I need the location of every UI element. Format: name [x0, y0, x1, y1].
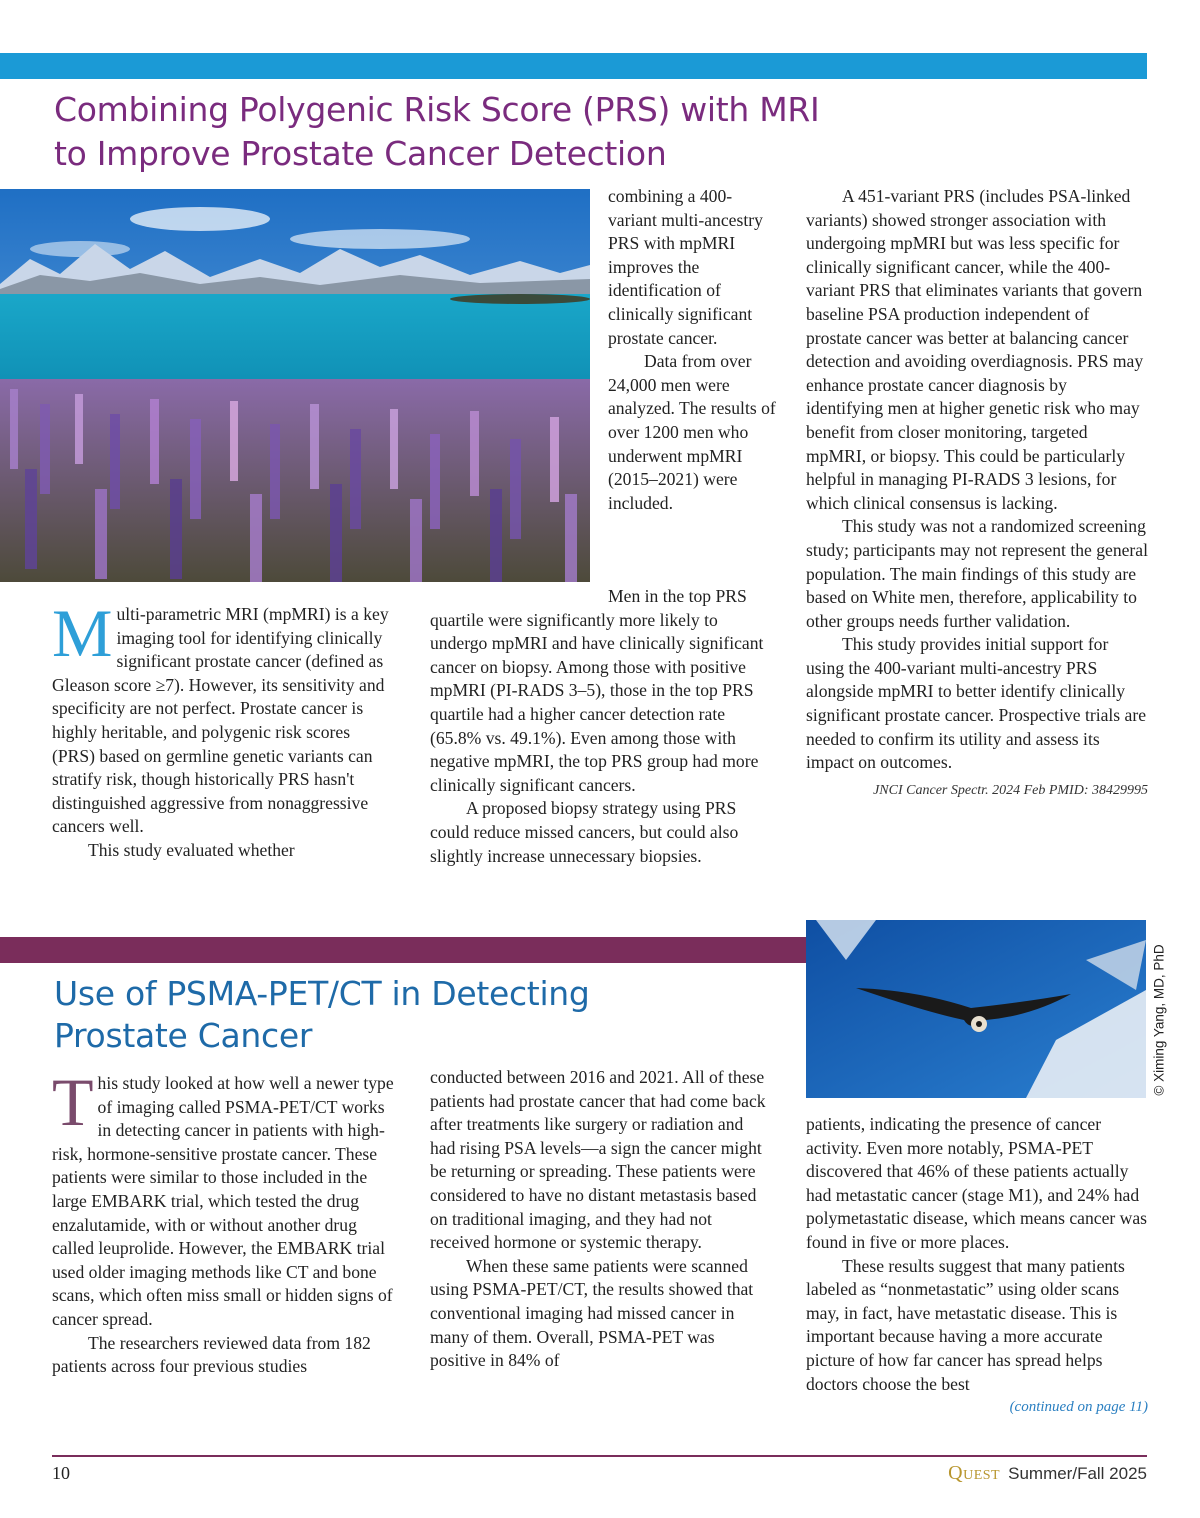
article1-citation: JNCI Cancer Spectr. 2024 Feb PMID: 38429995: [873, 782, 1148, 798]
condor-photo: [806, 920, 1146, 1098]
article2-col2-paragraph2: When these same patients were scanned using PSMA-PET/CT, the results showed that conventional imaging had missed cancer in many of them. Overall, PSMA-PET was positive in 84% of: [430, 1255, 754, 1371]
article1-col2-paragraph2: Data from over 24,000 men were analyzed. The results of over 1200 men who underwent mpMRI (2015–2021) were included.: [608, 351, 776, 513]
article1-intro-paragraph: [52, 595, 397, 839]
article1-col2-paragraph3: Men in the top PRS quartile were significantly more likely to undergo mpMRI and have clinically significant cancer on biopsy. Among those with positive mpMRI (PI-RADS 3–5), those in the top PRS quartile had a higher cancer detection rate (65.8% vs. 49.1%). Even among those with negative mpMRI, the top PRS group had more clinically significant cancers.: [430, 586, 764, 795]
article1-column2-top: [608, 185, 776, 515]
article2-column2: [430, 1066, 772, 1373]
photo-credit: [1148, 940, 1170, 1100]
article2-column3: [806, 1113, 1148, 1420]
article1-title: [54, 88, 834, 176]
article2-intro-paragraph: [52, 1064, 397, 1332]
article2-col2-paragraph1: conducted between 2016 and 2021. All of these patients had prostate cancer that had come back after treatments like surgery or radiation and had rising PSA levels—a sign the cancer might be returning or spreading. These patients were considered to have no distant metastasis based on traditional imaging, and they had not received hormone or systemic therapy.: [430, 1067, 766, 1253]
article2-title-line1: Use of PSMA-PET/CT in Detecting: [54, 974, 590, 1013]
photo-credit-text: © Ximing Yang, MD, PhD: [1151, 944, 1167, 1096]
magazine-name: Quest: [948, 1462, 1001, 1484]
article1-col3-paragraph1: A 451-variant PRS (includes PSA-linked variants) showed stronger association with undergoing mpMRI but was less specific for clinically significant cancer, while the 400-variant PRS that eliminates variants that govern baseline PSA production independent of prostate cancer was better at balancing cancer detection and avoiding overdiagnosis. PRS may enhance prostate cancer diagnosis by identifying men at higher genetic risk who may benefit from closer monitoring, targeted mpMRI, or biopsy. This could be particularly helpful in managing PI-RADS 3 lesions, for which clinical consensus is lacking.: [806, 186, 1144, 513]
article1-title-line1: Combining Polygenic Risk Score (PRS) with MRI: [54, 90, 820, 129]
article1-column1: [52, 595, 397, 863]
article2-col3-paragraph1: patients, indicating the presence of cancer activity. Even more notably, PSMA-PET discovered that 46% of these patients actually had metastatic cancer (stage M1), and 24% had polymetastatic disease, which means cancer was found in five or more places.: [806, 1114, 1147, 1252]
section-divider-bar: [0, 937, 806, 963]
article1-col3-paragraph2: This study was not a randomized screening study; participants may not represent the general population. The main findings of this study are based on White men, therefore, applicability to other groups needs further validation.: [806, 516, 1148, 631]
article2-col3-paragraph2: These results suggest that many patients labeled as “nonmetastatic” using older scans may, in fact, have metastatic disease. This is important because having a more accurate picture of how far cancer has spread helps doctors choose the best: [806, 1255, 1125, 1394]
article1-col1-paragraph2: This study evaluated whether: [88, 839, 295, 860]
article1-dropcap: M: [52, 595, 113, 671]
article1-col2-paragraph1: combining a 400-variant multi-ancestry PRS with mpMRI improves the identification of clinically significant prostate cancer.: [608, 186, 763, 348]
article2-col1-paragraph2: The researchers reviewed data from 182 patients across four previous studies: [52, 1332, 371, 1377]
footer-masthead: [948, 1462, 1147, 1485]
article2-title: [54, 973, 614, 1057]
article2-column1: [52, 1064, 397, 1379]
continued-on-link[interactable]: (continued on page 11): [1009, 1399, 1148, 1416]
article1-col2-paragraph4: A proposed biopsy strategy using PRS could reduce missed cancers, but could also slightly increase unnecessary biopsies.: [430, 798, 739, 866]
article2-title-line2: Prostate Cancer: [54, 1016, 313, 1055]
article1-title-line2: to Improve Prostate Cancer Detection: [54, 134, 667, 173]
footer-rule: [52, 1455, 1147, 1457]
page-number: 10: [52, 1463, 70, 1483]
article1-col3-paragraph3: This study provides initial support for using the 400-variant multi-ancestry PRS alongside mpMRI to better identify clinically significant prostate cancer. Prospective trials are needed to confirm its utility and assess its impact on outcomes.: [806, 634, 1147, 773]
article1-column3: [806, 185, 1148, 802]
article2-intro-text: his study looked at how well a newer type of imaging called PSMA-PET/CT works in detecting cancer in patients with high-risk, hormone-sensitive prostate cancer. These patients were similar to those included in the large EMBARK trial, which tested the drug enzalutamide, with or without another drug called leuprolide. However, the EMBARK trial used older imaging methods like CT and bone scans, which often miss small or hidden signs of cancer spread.: [52, 1073, 394, 1329]
article1-column2-bottom: [430, 585, 772, 868]
lupine-lake-photo: [0, 189, 590, 582]
article1-intro-text: ulti-parametric MRI (mpMRI) is a key imaging tool for identifying clinically significant prostate cancer (defined as Gleason score ≥7). However, its sensitivity and specificity are not perfect. Prostate cancer is highly heritable, and polygenic risk scores (PRS) based on germline genetic variants can stratify risk, though historically PRS hasn't distinguished aggressive from nonaggressive cancers well.: [52, 604, 389, 837]
issue-date: Summer/Fall 2025: [1008, 1464, 1147, 1483]
article2-dropcap: T: [52, 1064, 94, 1140]
top-color-bar: [0, 53, 1147, 79]
